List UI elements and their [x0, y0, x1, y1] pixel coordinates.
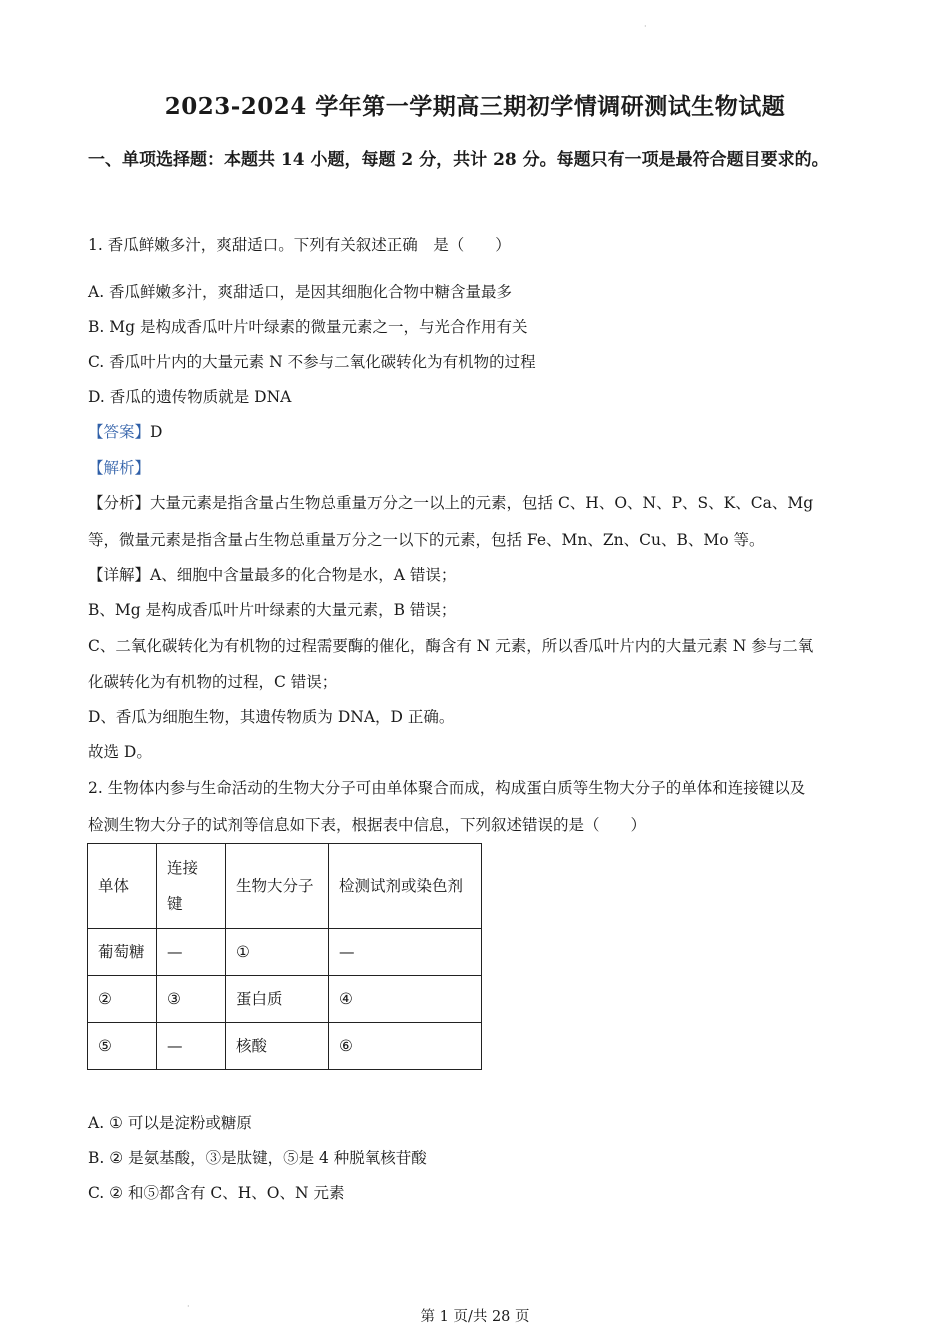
detail-a-text: A、细胞中含量最多的化合物是水，A 错误； — [150, 566, 457, 584]
q2-stem-line1: 2. 生物体内参与生命活动的生物大分子可由单体聚合而成，构成蛋白质等生物大分子的单体和连接键以及 — [88, 779, 806, 797]
q1-fenxi-line2: 等，微量元素是指含量占生物总重量万分之一以下的元素，包括 Fe、Mn、Zn、Cu、B、Mo 等。 — [88, 531, 765, 549]
table-row — [88, 976, 482, 1023]
table-cell: 蛋白质 — [226, 976, 329, 1023]
q1-stem: 1. 香瓜鲜嫩多汁，爽甜适口。下列有关叙述正确 是（ ） — [88, 236, 511, 254]
table-cell: 核酸 — [226, 1023, 329, 1070]
q2-option-a: A. ① 可以是淀粉或糖原 — [88, 1114, 252, 1132]
table-cell: 葡萄糖 — [88, 929, 157, 976]
table-cell: — — [157, 1023, 226, 1070]
table-cell: — — [329, 929, 482, 976]
q1-fenxi-line1 — [88, 491, 813, 513]
header-linkage-line2: 键 — [167, 895, 183, 913]
table-cell: ⑥ — [329, 1023, 482, 1070]
exam-title: 2023-2024 学年第一学期高三期初学情调研测试生物试题 — [164, 93, 786, 120]
table-cell: ④ — [329, 976, 482, 1023]
macromolecule-table — [87, 843, 482, 1070]
answer-value: D — [150, 423, 163, 441]
header-linkage-line1: 连接 — [167, 859, 199, 877]
table-cell: — — [157, 929, 226, 976]
q1-option-c: C. 香瓜叶片内的大量元素 N 不参与二氧化碳转化为有机物的过程 — [88, 353, 536, 371]
header-monomer: 单体 — [88, 844, 157, 929]
table-cell: ③ — [157, 976, 226, 1023]
table-cell: ② — [88, 976, 157, 1023]
q1-analysis-tag — [88, 456, 150, 478]
scan-dot: · — [187, 1302, 190, 1311]
header-reagent: 检测试剂或染色剂 — [329, 844, 482, 929]
q1-conclusion: 故选 D。 — [88, 743, 152, 761]
q1-option-b: B. Mg 是构成香瓜叶片叶绿素的微量元素之一，与光合作用有关 — [88, 318, 528, 336]
q1-detail-c-line1: C、二氧化碳转化为有机物的过程需要酶的催化，酶含有 N 元素，所以香瓜叶片内的大量元素 N 参与二氧 — [88, 637, 814, 655]
analysis-tag: 【解析】 — [88, 459, 151, 477]
table-row — [88, 929, 482, 976]
fenxi-tag: 【分析】 — [88, 494, 151, 512]
q1-detail-b: B、Mg 是构成香瓜叶片叶绿素的大量元素，B 错误； — [88, 601, 457, 619]
q1-option-d: D. 香瓜的遗传物质就是 DNA — [88, 388, 292, 406]
answer-tag: 【答案】 — [88, 423, 151, 441]
q1-detail-d: D、香瓜为细胞生物，其遗传物质为 DNA，D 正确。 — [88, 708, 455, 726]
table-header-row — [88, 844, 482, 929]
q1-answer — [88, 420, 162, 442]
q2-option-c: C. ② 和⑤都含有 C、H、O、N 元素 — [88, 1184, 345, 1202]
table-row — [88, 1023, 482, 1070]
xiangjie-tag: 【详解】 — [88, 566, 151, 584]
table-cell: ⑤ — [88, 1023, 157, 1070]
header-linkage — [157, 844, 226, 929]
q2-option-b: B. ② 是氨基酸，③是肽键，⑤是 4 种脱氧核苷酸 — [88, 1149, 427, 1167]
q1-detail-a — [88, 563, 456, 585]
q1-detail-c-line2: 化碳转化为有机物的过程，C 错误； — [88, 673, 338, 691]
fenxi-text-1: 大量元素是指含量占生物总重量万分之一以上的元素，包括 C、H、O、N、P、S、K、Ca、Mg — [150, 494, 814, 512]
q2-stem-line2: 检测生物大分子的试剂等信息如下表，根据表中信息，下列叙述错误的是（ ） — [88, 816, 647, 834]
table-cell: ① — [226, 929, 329, 976]
section-heading: 一、单项选择题：本题共 14 小题，每题 2 分，共计 28 分。每题只有一项是最符合题目要求的。 — [88, 150, 829, 170]
scan-dot: · — [644, 22, 647, 31]
header-macromolecule: 生物大分子 — [226, 844, 329, 929]
q1-option-a: A. 香瓜鲜嫩多汁，爽甜适口，是因其细胞化合物中糖含量最多 — [88, 283, 513, 301]
page-footer: 第 1 页/共 28 页 — [420, 1309, 530, 1325]
